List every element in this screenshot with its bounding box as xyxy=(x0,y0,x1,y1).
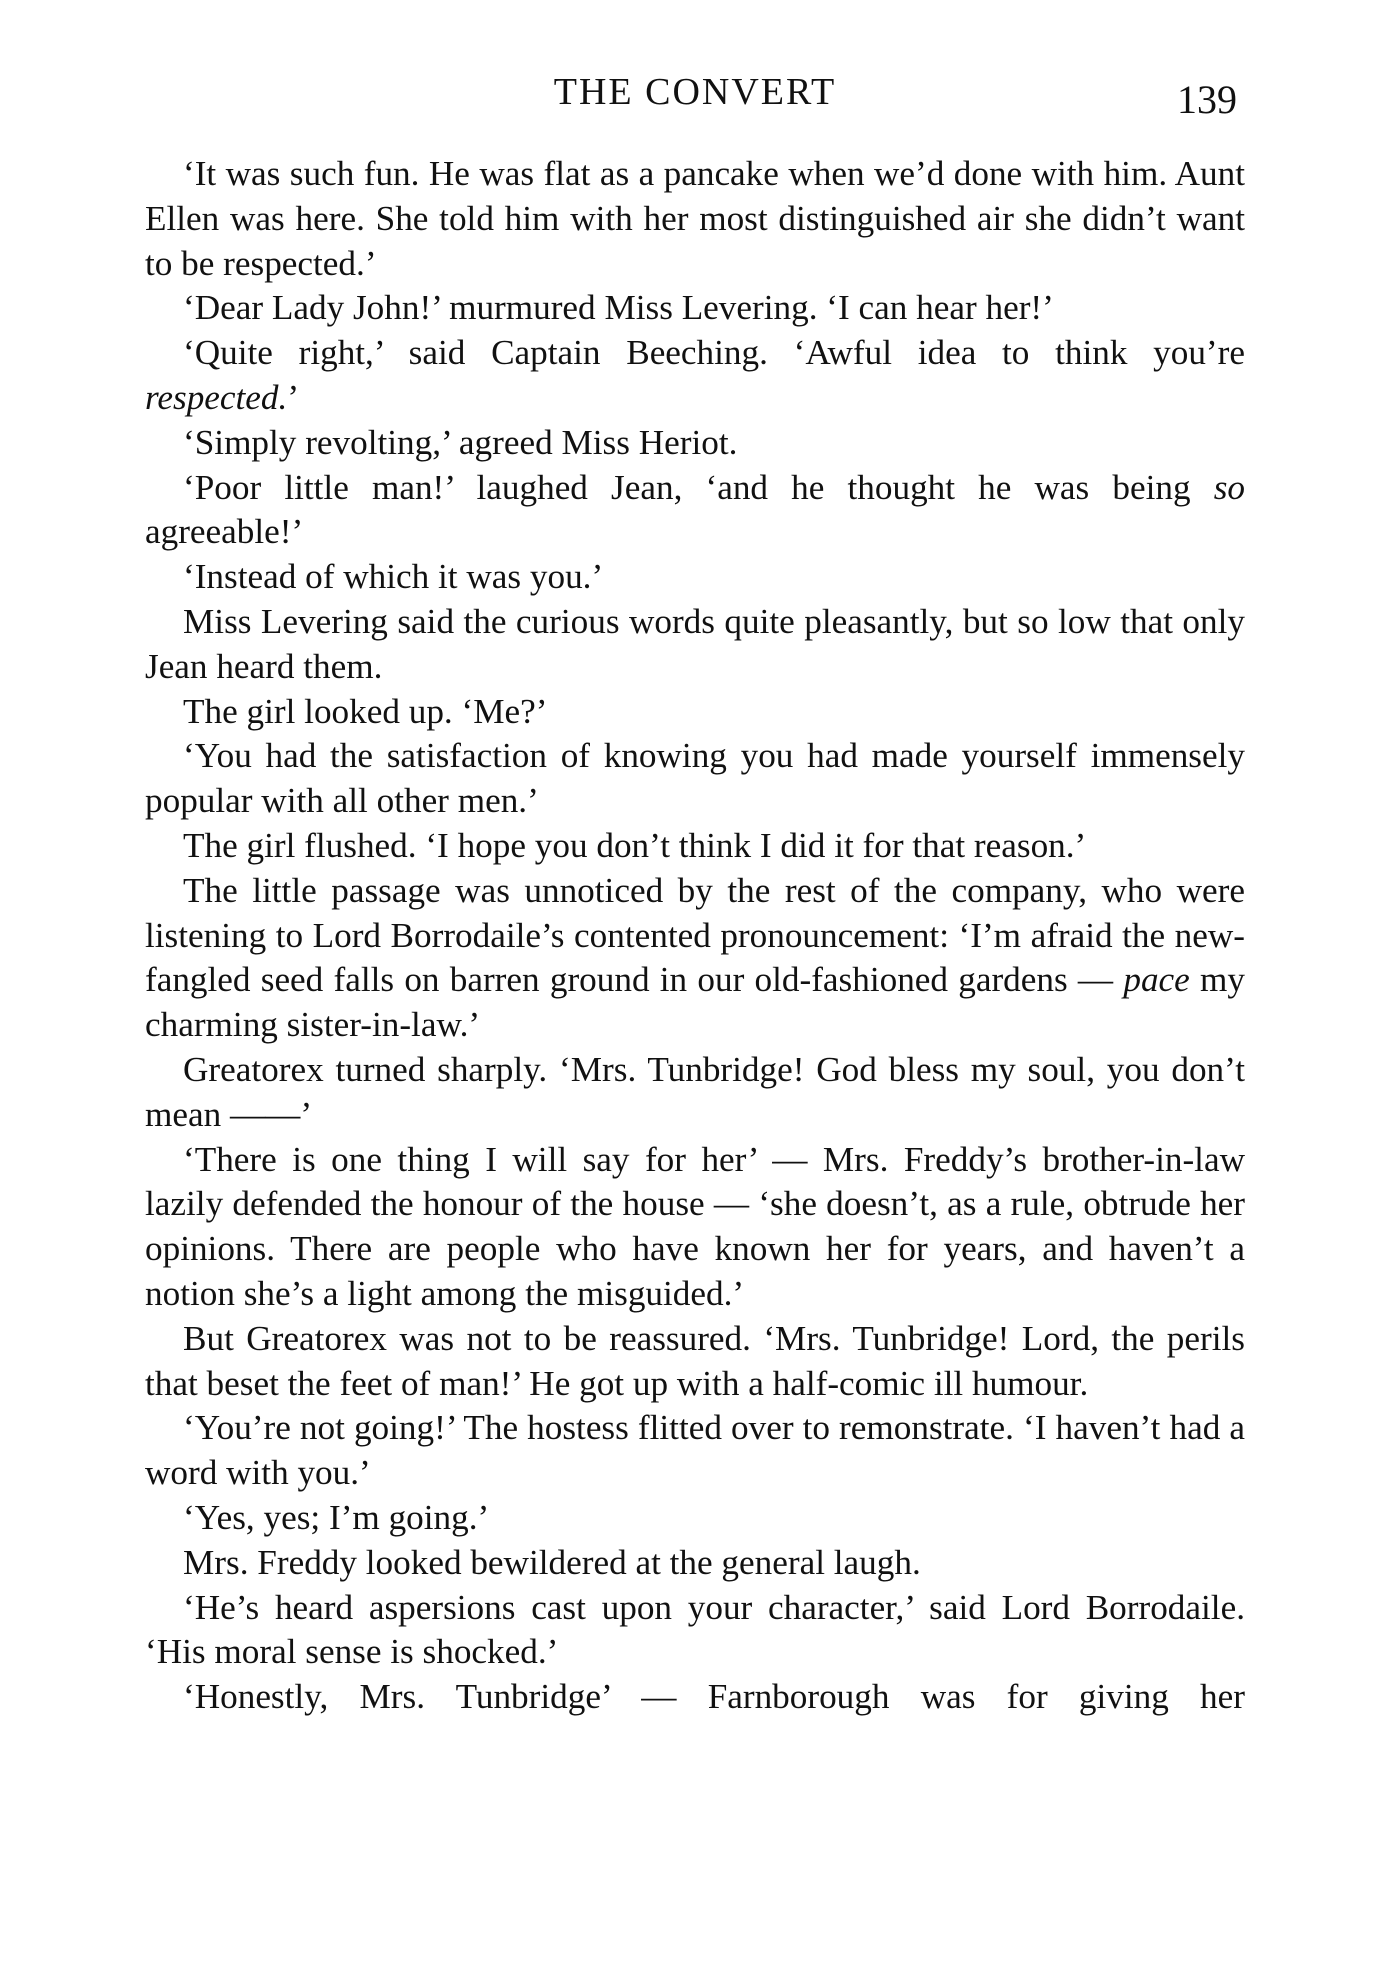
text-run: ‘It was such fun. He was flat as a pancake when we’d done with him. Aunt Ellen was here. She told him with her most distinguished air she didn’t want to be respected.’ xyxy=(145,154,1245,283)
text-run: ‘Simply revolting,’ agreed Miss Heriot. xyxy=(183,422,738,462)
text-run: ‘He’s heard aspersions cast upon your character,’ said Lord Borrodaile. ‘His moral sense is shocked.’ xyxy=(145,1587,1245,1672)
paragraph xyxy=(145,600,1245,690)
page-number: 139 xyxy=(1177,77,1237,122)
paragraph xyxy=(145,1138,1245,1317)
paragraph xyxy=(145,1586,1245,1676)
text-run: ’ xyxy=(287,377,300,417)
text-run: ‘Instead of which it was you.’ xyxy=(183,557,604,597)
text-run: The little passage was unnoticed by the rest of the company, who were listening to Lord Borrodaile’s contented pronouncement: ‘I’m afraid the new-fangled seed falls on barren ground in our old-fashioned gardens — xyxy=(145,870,1245,1000)
text-run: ‘You’re not going!’ The hostess flitted over to remonstrate. ‘I haven’t had a word with you.’ xyxy=(145,1408,1245,1493)
text-run: Mrs. Freddy looked bewildered at the general laugh. xyxy=(183,1542,921,1582)
italic-text: pace xyxy=(1123,960,1190,1000)
paragraph xyxy=(145,734,1245,824)
paragraph xyxy=(145,152,1245,286)
paragraph xyxy=(145,331,1245,421)
text-run: ‘Quite right,’ said Captain Beeching. ‘Awful idea to think you’re xyxy=(183,333,1245,373)
text-run: ‘There is one thing I will say for her’ — Mrs. Freddy’s brother-in-law lazily defended the honour of the house — ‘she doesn’t, as a rule, obtrude her opinions. There are people who have known her for years, and haven’t a notion she’s a light among the misguided.’ xyxy=(145,1139,1245,1313)
italic-text: respected. xyxy=(145,377,288,417)
text-run: The girl flushed. ‘I hope you don’t think I did it for that reason.’ xyxy=(183,825,1087,865)
running-title: THE CONVERT xyxy=(553,71,837,113)
paragraph xyxy=(145,421,1245,466)
paragraph xyxy=(145,1048,1245,1138)
text-run: Greatorex turned sharply. ‘Mrs. Tunbridge! God bless my soul, you don’t mean ——’ xyxy=(145,1049,1245,1134)
text-run: ‘Dear Lady John!’ murmured Miss Levering. ‘I can hear her!’ xyxy=(183,288,1054,328)
text-run: But Greatorex was not to be reassured. ‘Mrs. Tunbridge! Lord, the perils that beset the feet of man!’ He got up with a half-comic ill humour. xyxy=(145,1318,1245,1403)
paragraph xyxy=(145,1541,1245,1586)
text-run: ‘Honestly, Mrs. Tunbridge’ — Farnborough was for giving her xyxy=(183,1677,1245,1717)
italic-text: so xyxy=(1213,467,1245,507)
paragraph xyxy=(145,1496,1245,1541)
text-run: The girl looked up. ‘Me?’ xyxy=(183,691,548,731)
text-run: ‘Yes, yes; I’m going.’ xyxy=(183,1497,490,1537)
paragraph xyxy=(145,1406,1245,1496)
text-run: ‘Poor little man!’ laughed Jean, ‘and he thought he was being xyxy=(183,467,1214,507)
text-run: agreeable!’ xyxy=(145,512,304,552)
paragraph xyxy=(145,690,1245,735)
paragraph xyxy=(145,466,1245,556)
text-run: my charming sister-in-law.’ xyxy=(145,960,1245,1045)
body-text xyxy=(145,152,1245,1720)
text-run: ‘You had the satisfaction of knowing you had made yourself immensely popular with all other men.’ xyxy=(145,736,1245,821)
paragraph xyxy=(145,824,1245,869)
paragraph xyxy=(145,555,1245,600)
text-run: Miss Levering said the curious words quite pleasantly, but so low that only Jean heard them. xyxy=(145,601,1245,686)
paragraph xyxy=(145,869,1245,1048)
book-page xyxy=(145,60,1245,1950)
paragraph xyxy=(145,1675,1245,1720)
paragraph xyxy=(145,1317,1245,1407)
running-head xyxy=(145,60,1245,140)
paragraph xyxy=(145,286,1245,331)
